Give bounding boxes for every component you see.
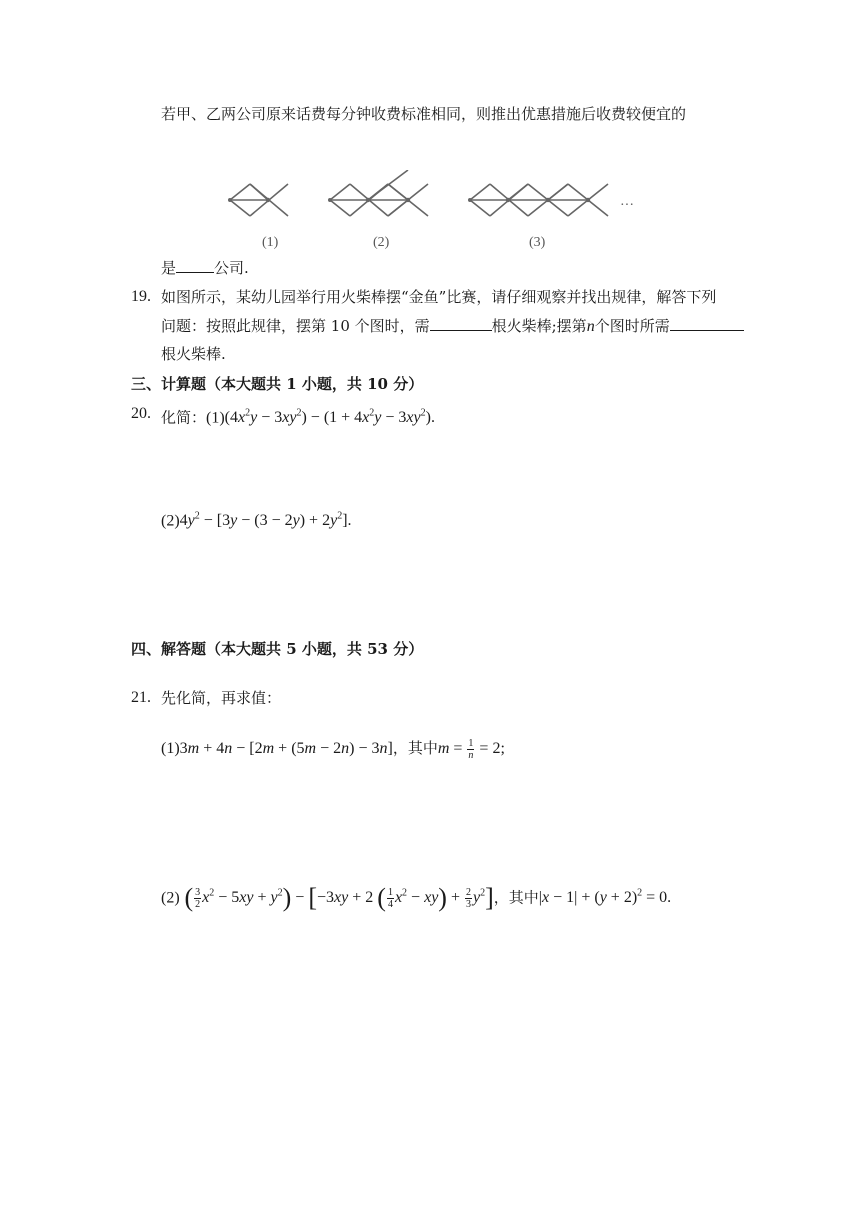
section-4-title: 四、解答题（本大题共 5 小题，共 53 分） [131, 640, 424, 658]
q21-prefix: 先化简，再求值： [161, 689, 282, 707]
q21-part1-condition: ，其中 [392, 739, 438, 758]
section-3-title: 三、计算题（本大题共 1 小题，共 10 分） [131, 375, 424, 393]
q19-var-n: n [586, 318, 595, 335]
figure-2-drawing [330, 170, 428, 216]
q19-blank-2[interactable] [670, 316, 744, 331]
q19-blank-1[interactable] [430, 316, 492, 331]
q21-part1-expression: 3m + 4n − [2m + (5m − 2n) − 3n] [179, 740, 393, 758]
q20-part2-expression: $4y^2 - [3y - (3 - 2y) + 2y^2]$. [179, 511, 352, 530]
figure-ellipsis: ··· [620, 198, 634, 213]
q20-part1 [161, 404, 435, 428]
q19-number: 19. [131, 288, 151, 305]
figure-label-3: (3) [529, 235, 546, 250]
q21-number: 21. [131, 689, 151, 706]
q18-suffix: 公司. [214, 259, 249, 277]
q20-part1-label: (1) [206, 409, 225, 427]
q19-line2 [161, 316, 744, 337]
q20-prefix: 化简： [161, 408, 207, 427]
q20-part2-label: (2) [161, 512, 180, 530]
q18-blank[interactable] [176, 258, 214, 273]
q21-part2-values: $|x - 1| + (y + 2)^2 = 0$. [538, 888, 672, 907]
q21-part2-expression: ( $\frac{3}{2}$ $x^2 - 5xy + y^2) - [-3xy + 2$ ( $\frac{1}{4}$ $x^2 - xy$) + $\frac{2}{3}$ $y^2$] [184, 883, 494, 913]
figure-label-1: (1) [262, 235, 279, 250]
q18-text-line1: 若甲、乙两公司原来话费每分钟收费标准相同，则推出优惠措施后收费较便宜的 [161, 105, 687, 123]
q21-part2-label: (2) [161, 889, 180, 907]
q19-line2-b: 根火柴棒;摆第 [491, 317, 587, 335]
q18-prefix: 是 [161, 259, 177, 277]
q20-part2 [161, 507, 352, 531]
q18-answer-line [161, 258, 249, 278]
q21-part1-values: m = $\frac{1}{n}$ = 2; [437, 738, 505, 761]
matchstick-figure [220, 170, 650, 260]
q21-part2-condition: ，其中 [493, 888, 539, 907]
q19-line2-a: 问题：按照此规律，摆第 10 个图时，需 [161, 317, 430, 335]
q20-part1-expression: $(4x^2y - 3xy^2) - (1 + 4x^2y - 3xy^2)$. [224, 408, 435, 427]
figure-label-2: (2) [373, 235, 390, 250]
q21-part2 [161, 883, 672, 913]
q21-part1-label: (1) [161, 740, 180, 758]
q19-line3: 根火柴棒. [161, 345, 226, 363]
q19-line2-c: 个图时所需 [594, 317, 670, 335]
q19-line1: 如图所示，某幼儿园举行用火柴棒摆“金鱼”比赛，请仔细观察并找出规律，解答下列 [161, 288, 717, 306]
q21-part1 [161, 738, 505, 761]
figure-1-drawing [230, 184, 288, 216]
q20-number: 20. [131, 405, 151, 422]
